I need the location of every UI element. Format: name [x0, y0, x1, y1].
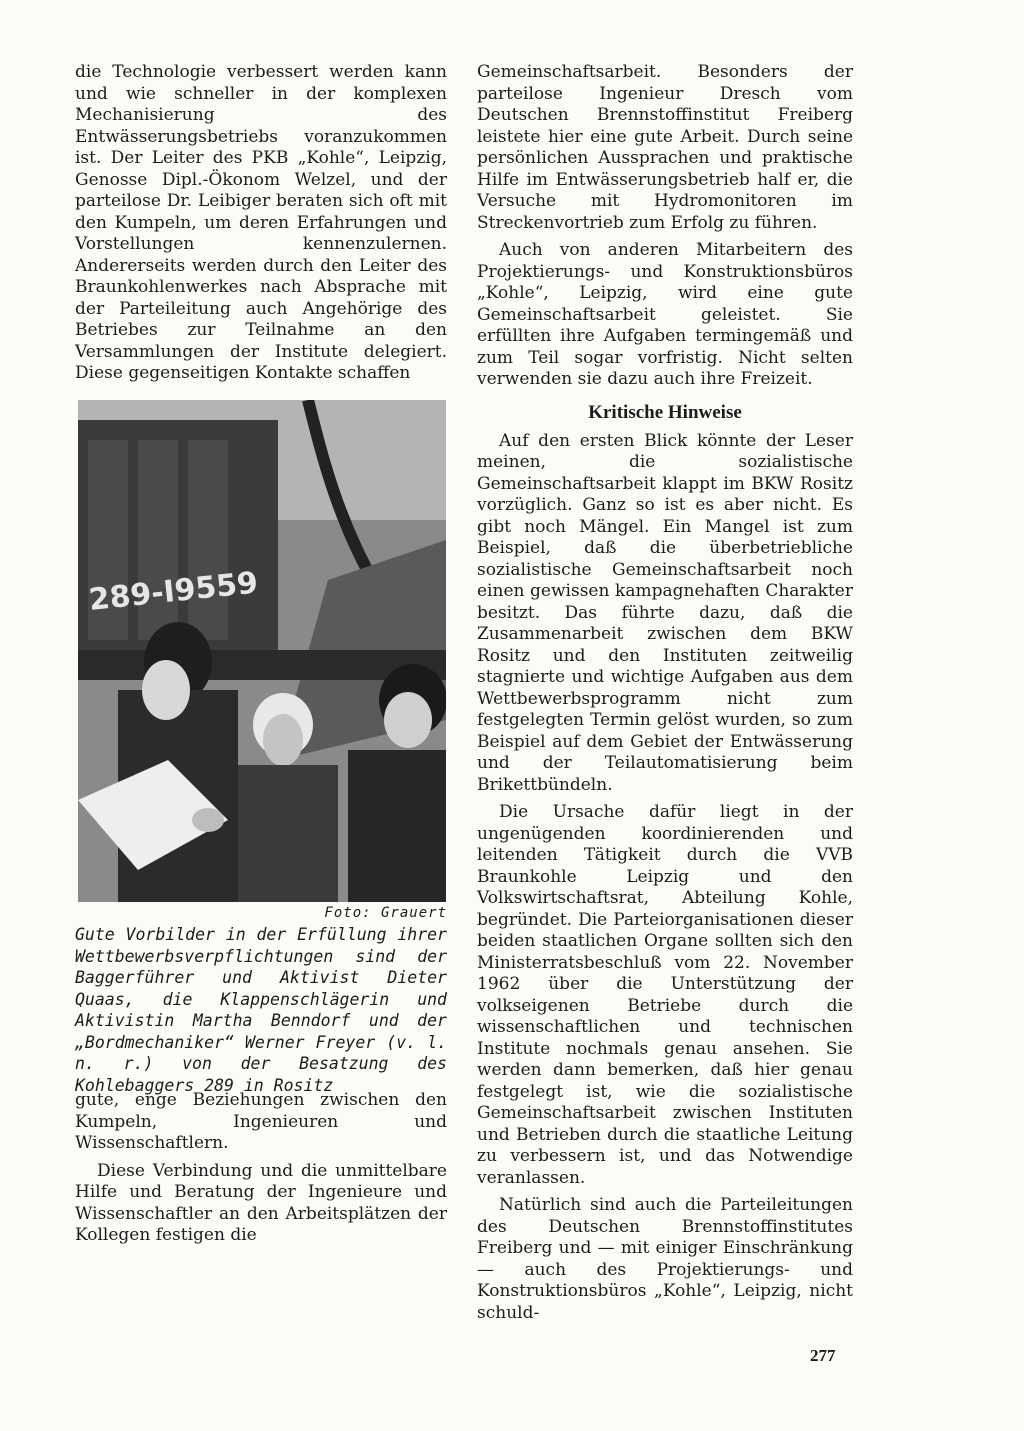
section-heading: Kritische Hinweise: [588, 401, 742, 423]
paragraph: gute, enge Beziehungen zwischen den Kumpeln, Ingenieuren und Wissenschaftlern.: [75, 1090, 447, 1153]
paragraph: Diese Verbindung und die unmittelbare Hilfe und Beratung der Ingenieure und Wissenschaftler an den Arbeitsplätzen der Kollegen festigen die: [75, 1160, 447, 1245]
photo-caption: Gute Vorbilder in der Erfüllung ihrer Wettbewerbsverpflichtungen sind der Baggerführer und Aktivist Dieter Quaas, die Klappenschlägerin und Aktivistin Martha Benndorf und der „Bordmechaniker“ Werner Freyer (v. l. n. r.) von der Besatzung des Kohlebaggers 289 in Rositz: [75, 925, 447, 1095]
right-column: [477, 62, 853, 1330]
photo-coal-excavator-crew: [78, 400, 446, 902]
paragraph: Auf den ersten Blick könnte der Leser meinen, die sozialistische Gemeinschaftsarbeit klappt im BKW Rositz vorzüglich. Ganz so ist es aber nicht. Es gibt noch Mängel. Ein Mangel ist zum Beispiel, daß die überbetriebliche sozialistische Gemeinschaftsarbeit noch einen gewissen kampagnehaften Charakter besitzt. Das führte dazu, daß die Zusammenarbeit zwischen dem BKW Rositz und den Instituten zeitweilig stagnierte und wichtige Aufgaben aus dem Wettbewerbsprogramm nicht zum festgelegten Termin gelöst wurden, so zum Beispiel auf dem Gebiet der Entwässerung und der Teilautomatisierung beim Brikettbündeln.: [477, 430, 853, 795]
paragraph: Auch von anderen Mitarbeitern des Projektierungs- und Konstruktionsbüros „Kohle“, Leipzig, wird eine gute Gemeinschaftsarbeit geleistet. Sie erfüllten ihre Aufgaben termingemäß und zum Teil sogar vorfristig. Nicht selten verwenden sie dazu auch ihre Freizeit.: [477, 240, 853, 389]
paragraph: Gemeinschaftsarbeit. Besonders der parteilose Ingenieur Dresch vom Deutschen Brennstoffinstitut Freiberg leistete hier eine gute Arbeit. Durch seine persönlichen Aussprachen und praktische Hilfe im Entwässerungsbetrieb half er, die Versuche mit Hydromonitoren im Streckenvortrieb zum Erfolg zu führen.: [477, 62, 853, 233]
paragraph: Die Ursache dafür liegt in der ungenügenden koordinierenden und leitenden Tätigkeit durch die VVB Braunkohle Leipzig und den Volkswirtschaftsrat, Abteilung Kohle, begründet. Die Parteiorganisationen dieser beiden staatlichen Organe sollten sich den Ministerratsbeschluß vom 22. November 1962 über die Unterstützung der volkseigenen Betriebe durch die wissenschaftlichen und technischen Institute nochmals genau ansehen. Sie werden dann bemerken, daß hier genau festgelegt ist, wie die sozialistische Gemeinschaftsarbeit zwischen Instituten und Betrieben durch die staatliche Leitung zu verbessern ist, und das Notwendige veranlassen.: [477, 802, 853, 1188]
paragraph: Natürlich sind auch die Parteileitungen des Deutschen Brennstoffinstitutes Freiberg und — mit einiger Einschränkung — auch des Projektierungs- und Konstruktionsbüros „Kohle“, Leipzig, nicht schuld-: [477, 1195, 853, 1323]
paragraph: die Technologie verbessert werden kann und wie schneller in der komplexen Mechanisierung des Entwässerungsbetriebs voranzukommen ist. Der Leiter des PKB „Kohle“, Leipzig, Genosse Dipl.-Ökonom Welzel, und der parteilose Dr. Leibiger beraten sich oft mit den Kumpeln, um deren Erfahrungen und Vorstellungen kennenzulernen. Andererseits werden durch den Leiter des Braunkohlenwerkes nach Absprache mit der Parteileitung auch Angehörige des Betriebes zur Teilnahme an den Versammlungen der Institute delegiert. Diese gegenseitigen Kontakte schaffen: [75, 62, 447, 383]
page-number: 277: [810, 1346, 836, 1365]
left-column-top: [75, 62, 447, 391]
photo-credit: Foto: Grauert: [324, 905, 447, 921]
vehicle-number: 289-I9559: [87, 565, 260, 618]
left-column-bottom: [75, 1090, 447, 1253]
